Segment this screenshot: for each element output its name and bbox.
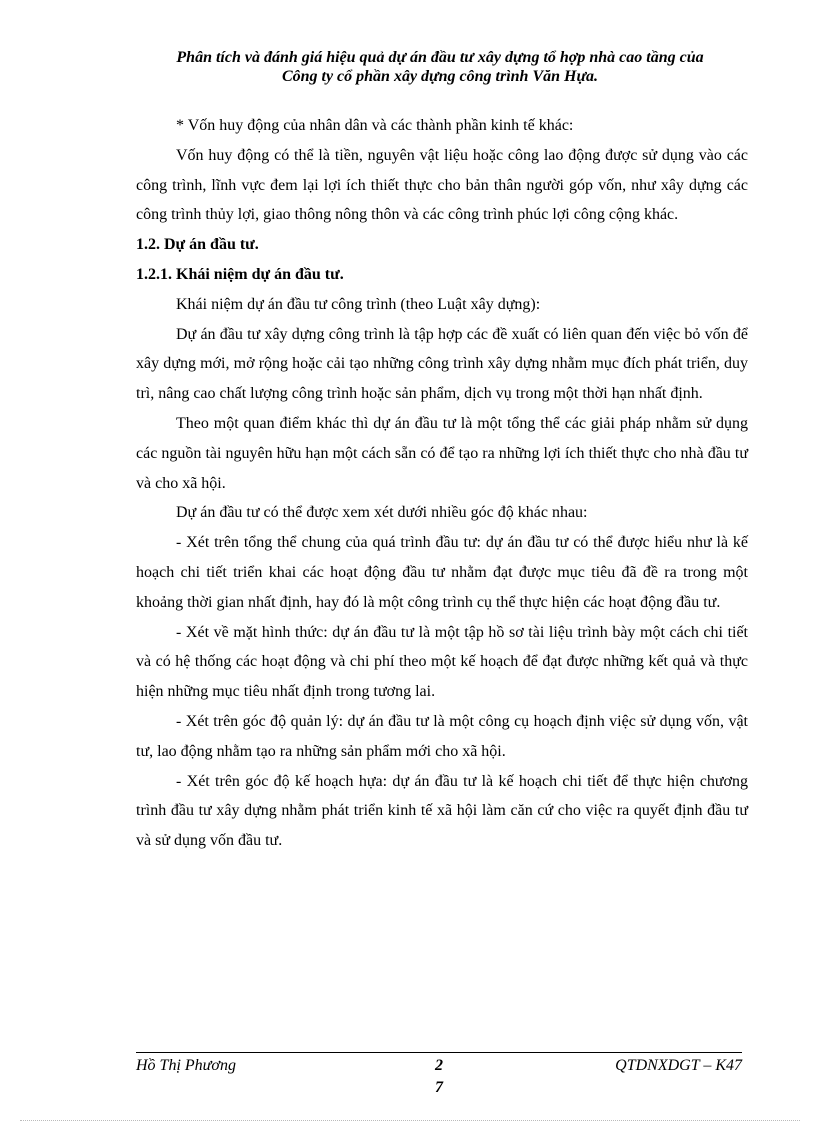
paragraph-capital-mobilization: * Vốn huy động của nhân dân và các thành phần kinh tế khác: bbox=[176, 117, 574, 134]
body-text bbox=[136, 111, 748, 856]
section-heading-1-2: 1.2. Dự án đầu tư. bbox=[136, 236, 259, 254]
paragraph-management-view: - Xét trên góc độ quản lý: dự án đầu tư là một công cụ hoạch định việc sử dụng vốn, vật tư, lao động nhằm tạo ra những sản phẩm mới cho xã hội. bbox=[136, 712, 748, 760]
paragraph-form-view: - Xét về mặt hình thức: dự án đầu tư là một tập hồ sơ tài liệu trình bày một cách chi tiết và có hệ thống các hoạt động và chi phí theo một kế hoạch để đạt được những kết quả và thực hiện những mục tiêu nhất định trong tương lai. bbox=[136, 623, 748, 701]
header-line-2: Công ty cổ phần xây dựng công trình Văn Hựa. bbox=[281, 68, 599, 85]
header-line-1: Phân tích và đánh giá hiệu quả dự án đầu tư xây dựng tổ hợp nhà cao tầng của bbox=[176, 49, 704, 66]
page-number-top: 2 bbox=[435, 1057, 443, 1074]
paragraph-capital-description: Vốn huy động có thể là tiền, nguyên vật liệu hoặc công lao động được sử dụng vào các công trình, lĩnh vực đem lại lợi ích thiết thực cho bản thân người góp vốn, như xây dựng các công trình thủy lợi, giao thông nông thôn và các công trình phúc lợi công cộng khác. bbox=[136, 146, 748, 224]
paragraph-overall-view: - Xét trên tổng thể chung của quá trình đầu tư: dự án đầu tư có thể được hiểu như là kế hoạch chi tiết triển khai các hoạt động đầu tư nhằm đạt được mục tiêu đã đề ra trong một khoảng thời gian nhất định, hay đó là một công trình cụ thể thực hiện các hoạt động đầu tư. bbox=[136, 534, 748, 611]
paragraph-planning-view: - Xét trên góc độ kế hoạch hựa: dự án đầu tư là kế hoạch chi tiết để thực hiện chương trình đầu tư xây dựng nhằm phát triển kinh tế xã hội làm căn cứ cho việc ra quyết định đầu tư và sử dụng vốn đầu tư. bbox=[136, 772, 748, 850]
page-number-bottom: 7 bbox=[435, 1079, 443, 1096]
paragraph-alt-viewpoint: Theo một quan điểm khác thì dự án đầu tư là một tổng thể các giải pháp nhằm sử dụng các nguồn tài nguyên hữu hạn một cách sẵn có để tạo ra những lợi ích thiết thực cho nhà đầu tư và cho xã hội. bbox=[136, 414, 748, 492]
page-bottom-dotted-line bbox=[20, 1120, 800, 1121]
footer-code: QTDNXDGT – K47 bbox=[615, 1057, 742, 1074]
paragraph-perspectives: Dự án đầu tư có thể được xem xét dưới nhiều góc độ khác nhau: bbox=[176, 504, 588, 522]
paragraph-concept-intro: Khái niệm dự án đầu tư công trình (theo Luật xây dựng): bbox=[176, 295, 541, 313]
paragraph-concept-definition: Dự án đầu tư xây dựng công trình là tập hợp các đề xuất có liên quan đến việc bỏ vốn để xây dựng mới, mở rộng hoặc cải tạo những công trình xây dựng nhằm mục đích phát triển, duy trì, nâng cao chất lượng công trình hoặc sản phẩm, dịch vụ trong một thời hạn nhất định. bbox=[136, 325, 748, 403]
section-heading-1-2-1: 1.2.1. Khái niệm dự án đầu tư. bbox=[136, 265, 344, 283]
page-header bbox=[110, 48, 770, 86]
footer-page-number bbox=[432, 1055, 446, 1099]
footer-author: Hồ Thị Phương bbox=[136, 1057, 236, 1074]
footer-divider bbox=[136, 1052, 742, 1053]
